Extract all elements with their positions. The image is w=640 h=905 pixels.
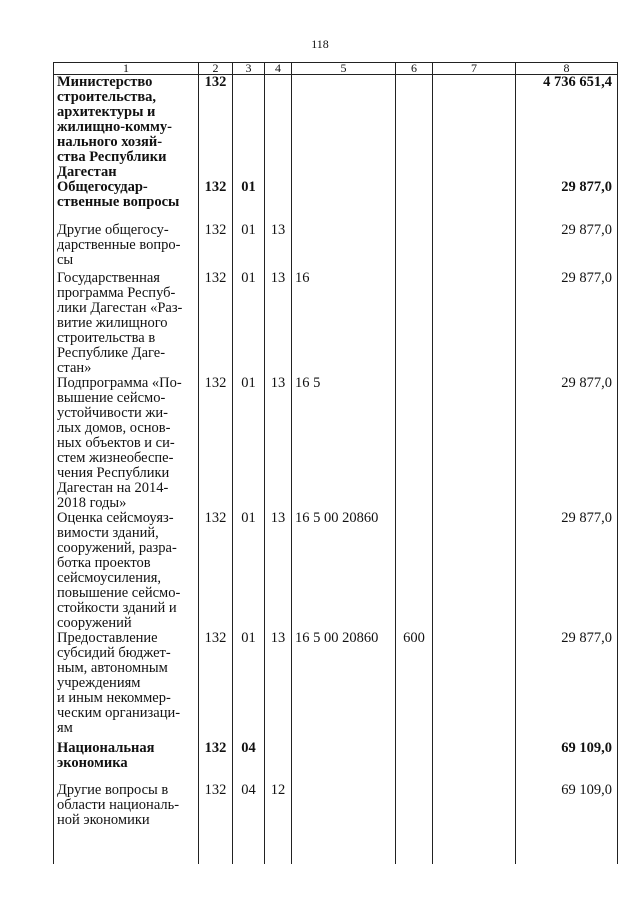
row-name-cell [54, 741, 199, 783]
row-code-cell [199, 741, 233, 783]
row-target-article-cell [292, 180, 396, 223]
row-expense-type-cell [396, 783, 433, 864]
row-column7-cell [433, 511, 516, 631]
row-section-cell [233, 511, 265, 631]
row-section-cell [233, 631, 265, 741]
page-number: 118 [311, 37, 329, 51]
cell-value: 13 [270, 270, 286, 286]
row-code-cell [199, 631, 233, 741]
cell-value: 29 877,0 [561, 270, 612, 286]
cell-value: 04 [241, 740, 256, 756]
cell-value: 132 [204, 510, 227, 526]
column-header: 5 [292, 63, 396, 75]
row-code-cell [199, 376, 233, 511]
cell-value: 01 [241, 270, 256, 286]
row-code-cell [199, 75, 233, 181]
row-name-cell [54, 511, 199, 631]
row-amount-cell [516, 631, 618, 741]
cell-value: 29 877,0 [561, 630, 612, 646]
cell-value: 13 [270, 222, 286, 238]
row-subsection-cell [265, 271, 292, 376]
row-target-article-cell [292, 376, 396, 511]
cell-value: 16 5 00 20860 [295, 630, 379, 646]
row-name-cell [54, 783, 199, 864]
column-header: 6 [396, 63, 433, 75]
row-name-text: Государственная программа Респуб- лики Дагестан «Раз- витие жилищного строительства в Республике Даге- стан» [57, 270, 183, 376]
row-column7-cell [433, 631, 516, 741]
row-column7-cell [433, 223, 516, 271]
cell-value: 29 877,0 [561, 510, 612, 526]
cell-value: 13 [270, 510, 286, 526]
row-amount-cell [516, 741, 618, 783]
row-target-article-cell [292, 631, 396, 741]
row-section-cell [233, 180, 265, 223]
row-subsection-cell [265, 75, 292, 181]
row-amount-cell [516, 223, 618, 271]
row-subsection-cell [265, 376, 292, 511]
cell-value: 01 [241, 630, 256, 646]
row-target-article-cell [292, 741, 396, 783]
cell-value: 132 [204, 740, 227, 756]
cell-value: 16 [295, 270, 310, 286]
row-amount-cell [516, 75, 618, 181]
cell-value: 29 877,0 [561, 179, 612, 195]
table-row [54, 783, 618, 864]
row-name-text: Другие общегосу- дарственные вопро- сы [57, 222, 181, 268]
table-body [54, 75, 618, 865]
cell-value: 132 [204, 270, 227, 286]
column-header: 1 [54, 63, 199, 75]
column-header: 2 [199, 63, 233, 75]
row-subsection-cell [265, 741, 292, 783]
row-name-cell [54, 271, 199, 376]
row-amount-cell [516, 376, 618, 511]
cell-value: 132 [204, 375, 227, 391]
row-expense-type-cell [396, 75, 433, 181]
cell-value: 01 [241, 510, 256, 526]
row-amount-cell [516, 271, 618, 376]
table-row [54, 75, 618, 181]
budget-table [53, 62, 618, 864]
cell-value: 01 [241, 375, 256, 391]
row-code-cell [199, 511, 233, 631]
row-target-article-cell [292, 783, 396, 864]
table-row [54, 631, 618, 741]
row-name-cell [54, 631, 199, 741]
row-name-text: Другие вопросы в области националь- ной экономики [57, 782, 180, 828]
column-header: 8 [516, 63, 618, 75]
cell-value: 132 [204, 74, 227, 90]
row-expense-type-cell [396, 631, 433, 741]
row-column7-cell [433, 180, 516, 223]
row-expense-type-cell [396, 271, 433, 376]
cell-value: 16 5 [295, 375, 321, 391]
row-subsection-cell [265, 511, 292, 631]
row-code-cell [199, 223, 233, 271]
row-column7-cell [433, 271, 516, 376]
row-expense-type-cell [396, 180, 433, 223]
row-name-text: Подпрограмма «По- вышение сейсмо- устойчивости жи- лых домов, основ- ных объектов и си- стем жизнеобеспе- чения Республики Дагестан на 2014- 2018 годы» [57, 375, 182, 511]
row-section-cell [233, 376, 265, 511]
cell-value: 04 [241, 782, 256, 798]
row-target-article-cell [292, 271, 396, 376]
row-column7-cell [433, 783, 516, 864]
cell-value: 12 [270, 782, 286, 798]
cell-value: 29 877,0 [561, 222, 612, 238]
row-expense-type-cell [396, 376, 433, 511]
row-amount-cell [516, 783, 618, 864]
cell-value: 132 [204, 782, 227, 798]
row-expense-type-cell [396, 511, 433, 631]
row-name-cell [54, 180, 199, 223]
cell-value: 132 [204, 630, 227, 646]
row-name-text: Общегосудар- ственные вопросы [57, 179, 180, 210]
row-section-cell [233, 783, 265, 864]
row-name-cell [54, 223, 199, 271]
table-row [54, 271, 618, 376]
table-row [54, 511, 618, 631]
row-target-article-cell [292, 511, 396, 631]
cell-value: 132 [204, 179, 227, 195]
column-header: 3 [233, 63, 265, 75]
row-code-cell [199, 783, 233, 864]
cell-value: 01 [241, 222, 256, 238]
cell-value: 4 736 651,4 [543, 74, 612, 90]
cell-value: 132 [204, 222, 227, 238]
row-target-article-cell [292, 75, 396, 181]
column-header: 7 [433, 63, 516, 75]
row-column7-cell [433, 75, 516, 181]
table-row [54, 376, 618, 511]
row-name-text: Оценка сейсмоуяз- вимости зданий, сооружений, разра- ботка проектов сейсмоусиления, повышение сейсмо- стойкости зданий и сооружений [57, 510, 181, 631]
row-code-cell [199, 180, 233, 223]
cell-value: 69 109,0 [561, 740, 612, 756]
row-name-cell [54, 75, 199, 181]
row-target-article-cell [292, 223, 396, 271]
row-expense-type-cell [396, 223, 433, 271]
row-name-text: Национальная экономика [57, 740, 155, 771]
row-subsection-cell [265, 223, 292, 271]
row-section-cell [233, 271, 265, 376]
row-name-cell [54, 376, 199, 511]
row-subsection-cell [265, 783, 292, 864]
row-subsection-cell [265, 631, 292, 741]
table-header-row [54, 63, 618, 75]
cell-value: 16 5 00 20860 [295, 510, 379, 526]
row-amount-cell [516, 511, 618, 631]
row-name-text: Предоставление субсидий бюджет- ным, автономным учреждениям и иным некоммер- ческим организаци- ям [57, 630, 181, 736]
row-code-cell [199, 271, 233, 376]
row-column7-cell [433, 741, 516, 783]
row-section-cell [233, 75, 265, 181]
cell-value: 13 [270, 630, 286, 646]
table-row [54, 223, 618, 271]
cell-value: 01 [241, 179, 256, 195]
column-header: 4 [265, 63, 292, 75]
table-row [54, 180, 618, 223]
row-column7-cell [433, 376, 516, 511]
cell-value: 29 877,0 [561, 375, 612, 391]
cell-value: 600 [403, 630, 425, 646]
row-section-cell [233, 741, 265, 783]
cell-value: 69 109,0 [561, 782, 612, 798]
row-subsection-cell [265, 180, 292, 223]
row-section-cell [233, 223, 265, 271]
table-row [54, 741, 618, 783]
row-name-text: Министерство строительства, архитектуры и жилищно-комму- нального хозяй- ства Республики Дагестан [57, 74, 173, 180]
cell-value: 13 [270, 375, 286, 391]
row-amount-cell [516, 180, 618, 223]
row-expense-type-cell [396, 741, 433, 783]
